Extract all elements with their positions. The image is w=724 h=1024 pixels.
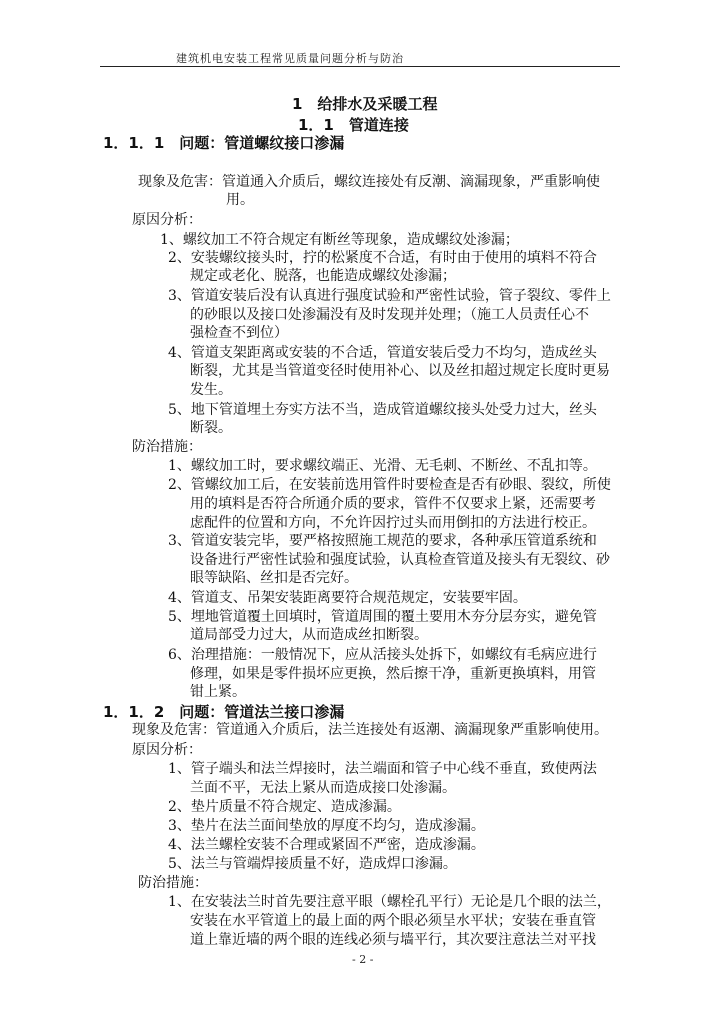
header-rule <box>100 66 620 67</box>
list-item: 3、管道安装完毕，要严格按照施工规范的要求，各种承压管道系统和 <box>168 533 597 549</box>
list-item: 修理，如果是零件损坏应更换，然后擦干净，重新更换填料，用管 <box>190 666 596 682</box>
list-item: 4、管道支、吊架安装距离要符合规范规定，安装要牢固。 <box>168 590 527 606</box>
list-item: 5、埋地管道覆土回填时，管道周围的覆土要用木夯分层夯实，避免管 <box>168 609 597 625</box>
list-item: 规定或老化、脱落，也能造成螺纹处渗漏； <box>190 268 456 284</box>
list-item: 断裂。 <box>190 420 232 436</box>
list-item: 兰面不平，无法上紧从而造成接口处渗漏。 <box>190 780 456 796</box>
list-item: 3、管道安装后没有认真进行强度试验和严密性试验，管子裂纹、零件上 <box>168 288 611 304</box>
list-item: 4、管道支架距离或安装的不合适，管道安装后受力不均匀，造成丝头 <box>168 345 597 361</box>
list-item: 用的填料是否符合所通介质的要求，管件不仅要求上紧，还需要考 <box>190 496 596 512</box>
list-item: 强检查不到位） <box>190 325 288 341</box>
subsection-heading: 1．1．1 问题：管道螺纹接口渗漏 <box>103 134 345 152</box>
cause-label: 原因分析： <box>132 742 202 758</box>
chapter-heading: 1 给排水及采暖工程 <box>292 95 438 113</box>
list-item: 断裂，尤其是当管道变径时使用补心、以及丝扣超过规定长度时更易 <box>190 363 610 379</box>
list-item: 4、法兰螺栓安装不合理或紧固不严密，造成渗漏。 <box>168 837 485 853</box>
list-item: 6、治理措施：一般情况下，应从活接头处拆下，如螺纹有毛病应进行 <box>168 647 597 663</box>
phenomenon-text: 用。 <box>226 192 254 208</box>
cause-label: 原因分析： <box>132 212 202 228</box>
subsection-heading: 1．1．2 问题：管道法兰接口渗漏 <box>103 703 345 721</box>
list-item: 设备进行严密性试验和强度试验，认真检查管道及接头有无裂纹、砂 <box>190 552 610 568</box>
list-item: 钳上紧。 <box>190 684 246 700</box>
list-item: 发生。 <box>190 382 232 398</box>
list-item: 虑配件的位置和方向，不允许因拧过头而用倒扣的方法进行校正。 <box>190 515 596 531</box>
list-item: 2、安装螺纹接头时，拧的松紧度不合适，有时由于使用的填料不符合 <box>168 250 597 266</box>
list-item: 眼等缺陷、丝扣是否完好。 <box>190 570 358 586</box>
page-number: - 2 - <box>352 953 374 966</box>
phenomenon-text: 现象及危害：管道通入介质后，螺纹连接处有反潮、滴漏现象，严重影响使 <box>138 174 600 190</box>
list-item: 1、管子端头和法兰焊接时，法兰端面和管子中心线不垂直，致使两法 <box>168 761 597 777</box>
list-item: 的砂眼以及接口处渗漏没有及时发现并处理；（施工人员责任心不 <box>190 307 589 323</box>
list-item: 3、垫片在法兰面间垫放的厚度不均匀，造成渗漏。 <box>168 818 485 834</box>
list-item: 1、在安装法兰时首先要注意平眼（螺栓孔平行）无论是几个眼的法兰， <box>168 894 611 910</box>
list-item: 5、法兰与管端焊接质量不好，造成焊口渗漏。 <box>168 856 457 872</box>
list-item: 5、地下管道埋土夯实方法不当，造成管道螺纹接头处受力过大，丝头 <box>168 402 597 418</box>
list-item: 2、管螺纹加工后，在安装前选用管件时要检查是否有砂眼、裂纹，所使 <box>168 477 611 493</box>
list-item: 道局部受力过大，从而造成丝扣断裂。 <box>190 627 428 643</box>
measure-label: 防治措施： <box>138 875 208 891</box>
list-item: 1、螺纹加工不符合规定有断丝等现象，造成螺纹处渗漏； <box>160 232 519 248</box>
list-item: 2、垫片质量不符合规定、造成渗漏。 <box>168 799 401 815</box>
list-item: 安装在水平管道上的最上面的两个眼必须呈水平状；安装在垂直管 <box>190 913 596 929</box>
section-heading: 1．1 管道连接 <box>298 116 409 134</box>
measure-label: 防治措施： <box>132 439 202 455</box>
phenomenon-text: 现象及危害：管道通入介质后，法兰连接处有返潮、滴漏现象严重影响使用。 <box>132 722 608 738</box>
list-item: 1、螺纹加工时，要求螺纹端正、光滑、无毛刺、不断丝、不乱扣等。 <box>168 458 597 474</box>
list-item: 道上靠近墙的两个眼的连线必须与墙平行，其次要注意法兰对平找 <box>190 932 596 948</box>
running-header: 建筑机电安装工程常见质量问题分析与防治 <box>176 52 404 65</box>
